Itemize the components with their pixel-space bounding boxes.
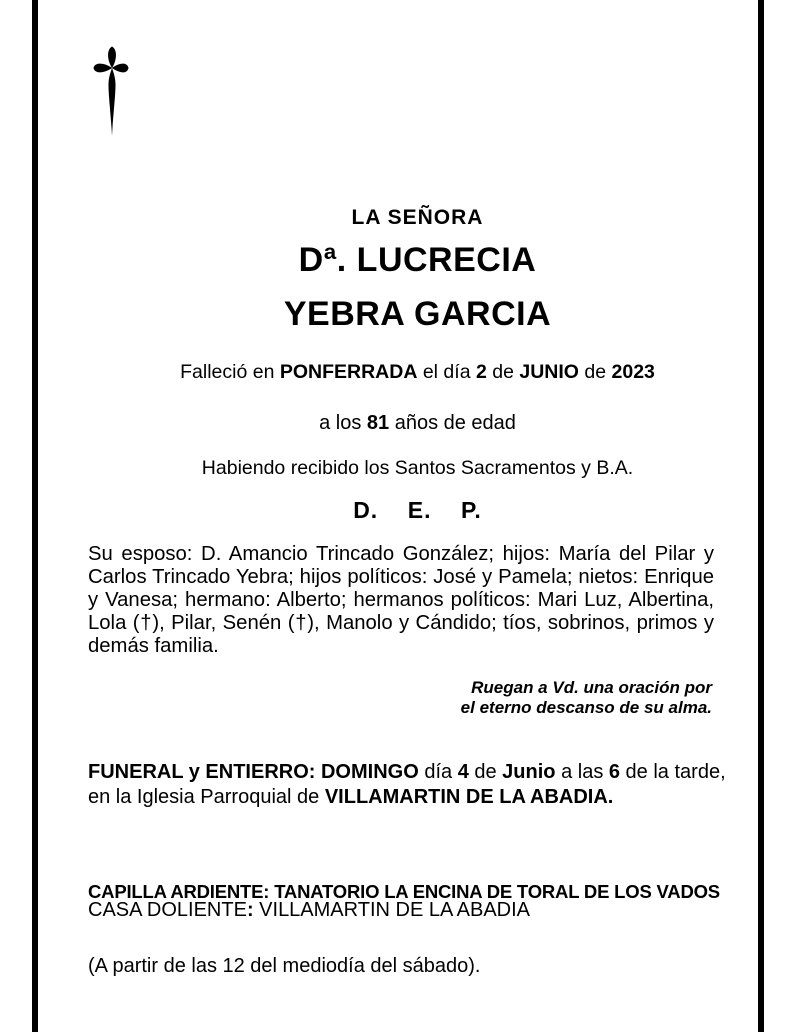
death-day: 2 <box>475 361 487 383</box>
death-announcement <box>100 361 735 384</box>
prayer-line2: el eterno descanso de su alma. <box>460 697 712 717</box>
sacraments-line: Habiendo recibido los Santos Sacramentos y B.A. <box>201 457 634 479</box>
wake-note: (A partir de las 12 del mediodía del sábado). <box>88 955 481 977</box>
death-place: PONFERRADA <box>279 361 418 383</box>
wake-details <box>88 829 738 1029</box>
family-notice: Su esposo: D. Amancio Trincado González; hijos: María del Pilar y Carlos Trincado Yebra; hijos políticos: José y Pamela; nietos: Enrique y Vanesa; hermano: Alberto; hermanos políticos: Mari Luz, Albertina, Lola (†), Pilar, Senén (†), Manolo y Cándido; tíos, sobrinos, primos y demás familia. <box>88 543 714 657</box>
mourning-home-colon: : <box>246 899 254 921</box>
funeral-hour: 6 <box>608 761 620 783</box>
memorial-cross-icon <box>92 44 130 136</box>
death-segment: el día <box>417 361 476 383</box>
mourning-home-label: CASA DOLIENTE <box>88 899 247 921</box>
age-segment: a los <box>319 412 367 434</box>
funeral-day: 4 <box>457 761 469 783</box>
death-year: 2023 <box>611 361 655 383</box>
funeral-segment: de <box>468 761 503 783</box>
funeral-month: Junio <box>502 761 556 783</box>
left-border-rule <box>32 0 38 1032</box>
wake-heading: CAPILLA ARDIENTE: TANATORIO LA ENCINA DE TORAL DE LOS VADOS <box>88 881 720 902</box>
honorific-label: LA SEÑORA <box>351 206 484 229</box>
mourning-home <box>88 898 738 923</box>
death-segment: de <box>486 361 520 383</box>
death-segment: de <box>578 361 612 383</box>
deceased-name-line1: Dª. LUCRECIA <box>298 241 537 279</box>
funeral-segment: día <box>418 761 458 783</box>
death-month: JUNIO <box>519 361 579 383</box>
death-segment: Falleció en <box>180 361 280 383</box>
age-value: 81 <box>366 412 390 434</box>
prayer-request <box>461 678 712 717</box>
funeral-segment: . <box>607 786 614 808</box>
deceased-name-line2: YEBRA GARCIA <box>283 295 552 333</box>
funeral-details <box>88 760 738 810</box>
dep-abbreviation: D. E. P. <box>353 497 482 523</box>
funeral-segment: a las <box>555 761 609 783</box>
right-border-rule <box>758 0 764 1032</box>
funeral-church: VILLAMARTIN DE LA ABADIA <box>324 786 608 808</box>
age-segment: años de edad <box>389 412 516 434</box>
prayer-line1: Ruegan a Vd. una oración por <box>471 678 712 697</box>
funeral-segment: de la tarde, en la Iglesia Parroquial de <box>88 761 732 808</box>
mourning-home-place: VILLAMARTIN DE LA ABADIA <box>253 899 531 921</box>
funeral-heading: FUNERAL y ENTIERRO: DOMINGO <box>88 761 419 783</box>
age-line <box>100 412 735 435</box>
